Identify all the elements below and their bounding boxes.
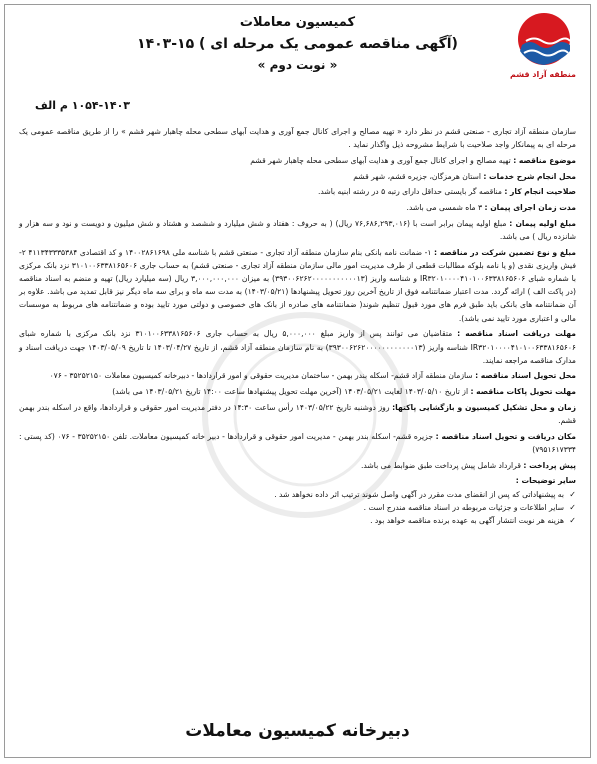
notice-header	[105, 13, 490, 75]
paragraph-initial-amount: مبلغ اولیه پیمان : مبلغ اولیه پیمان برابر است با (۷۶,۶۸۶,۲۹۳,۰۱۶ ریال) ( به حروف : هفتاد و شش میلیارد و ششصد و هشتاد و شش میلیون و دویست و نود و سه هزار و شانزده ریال ) می باشد.	[19, 218, 577, 241]
list-item: ✓ به پیشنهاداتی که پس از انقضای مدت مقرر در آگهی واصل شوند ترتیب اثر داده نخواهد شد .	[19, 488, 576, 501]
paragraph-guarantee: مبلغ و نوع تضمین شرکت در مناقصه : ۱- ضمانت نامه بانکی بنام سازمان منطقه آزاد تجاری - صنعتی قشم با شناسه ملی ۱۴۰۰۲۸۶۱۶۹۸ و کد اقتصادی ۴۱۱۳۴۳۳۳۵۳۸۴ ۲- فیش واریزی نقدی (و یا نامه بلوکه مطالبات قطعی از طرف مدیریت امور مالی سازمان منطقه آزاد تجاری - صنعتی قشم) به حساب جاری ۳۱۰۱۰۰۶۳۳۸۱۶۵۶۰۶ نزد بانک مرکزی با شماره شبای IR۳۲۰۱۰۰۰۰۴۱۰۱۰۰۶۳۳۸۱۶۵۶۰۶ و شناسه واریز (۳۹۳۰۰۶۲۶۲۰۰۰۰۰۰۰۰۰۰۰۱۳) به میزان ۳,۰۰۰,۰۰۰,۰۰۰ ریال (سه میلیارد ریال) تهیه و منضم به اسناد مناقصه (در پاکت الف ) ارائه گردد. مدت اعتبار ضمانتنامه فوق از تاریخ آخرین روز تحویل پیشنهادها (۱۴۰۳/۰۵/۲۱) به مدت سه ماه و برای سه ماه دیگر نیز قابل تمدید می باشد. علاوه بر آن ضمانتنامه های بانکی باید طبق فرم های مورد قبول تنظیم شوند( ضمانتنامه های صادره از بانک های خصوصی و دولتی مورد تایید بوده و ضمانتنامه های مربوط به موسسات مالی و اعتباری مورد تایید نمی باشد).	[19, 247, 577, 323]
checkmark-icon: ✓	[569, 502, 576, 512]
checkmark-icon: ✓	[569, 515, 576, 525]
checkmark-icon: ✓	[569, 489, 576, 499]
header-title: کمیسیون معاملات	[239, 15, 356, 30]
footer-signature: دبیرخانه کمیسیون معاملات	[185, 721, 410, 741]
paragraph-document-delivery: محل تحویل اسناد مناقصه : سازمان منطقه آزاد قشم- اسکله بندر بهمن - ساختمان مدیریت حقوقی و امور قراردادها - دبیرخانه کمیسیون معاملات ۳۵۲۵۲۱۵۰ - ۰۷۶	[49, 371, 576, 381]
paragraph-intro: سازمان منطقه آزاد تجاری - صنعتی قشم در نظر دارد « تهیه مصالح و اجرای کانال جمع آوری و هدایت آبهای سطحی محله چاهبار شهر قشم » را از طریق مناقصه عمومی یک مرحله ای به پیمانکار واجد صلاحیت با شرایط مشروحه ذیل واگذار نماید .	[19, 127, 576, 150]
reference-number: ۱۰۵۴-۱۴۰۳ م الف	[35, 99, 131, 112]
misc-list	[19, 488, 576, 528]
misc-title: سایر توضیحات :	[515, 476, 576, 486]
paragraph-qualification: صلاحیت انجام کار : مناقصه گر بایستی حداقل دارای رتبه ۵ در رشته ابنیه باشد.	[317, 187, 576, 197]
list-item: ✓ سایر اطلاعات و جزئیات مربوطه در اسناد مناقصه مندرج است .	[19, 501, 576, 514]
logo-text: منطقه آزاد قشم	[509, 70, 576, 79]
paragraph-prepayment: پیش پرداخت : قرارداد شامل پیش پرداخت طبق ضوابط می باشد.	[361, 460, 576, 470]
paragraph-receipt-place: مکان دریافت و تحویل اسناد مناقصه : جزیره قشم- اسکله بندر بهمن - مدیریت امور حقوقی و قراردادها - دبیر خانه کمیسیون معاملات. تلفن ۳۵۲۵۲۱۵۰ - ۰۷۶ (کد پستی : ۷۹۵۱۶۱۷۳۳۴)	[19, 431, 576, 454]
organization-logo	[509, 11, 576, 91]
paragraph-subject: موضوع مناقصه : تهیه مصالح و اجرای کانال جمع آوری و هدایت آبهای سطحی محله چاهبار شهر قشم	[250, 155, 576, 165]
paragraph-document-deadline: مهلت دریافت اسناد مناقصه : متقاضیان می توانند پس از واریز مبلغ ۵,۰۰۰,۰۰۰ ریال به حساب جاری ۳۱۰۱۰۰۶۳۳۸۱۶۵۶۰۶ نزد بانک مرکزی با شماره شبای IR۳۲۰۱۰۰۰۰۴۱۰۱۰۰۶۳۳۸۱۶۵۶۰۶ شناسه واریز (۳۹۳۰۰۶۲۶۲۰۰۰۰۰۰۰۰۰۰۰۰۱۳) به نام سازمان منطقه آزاد قشم، از تاریخ ۱۴۰۳/۰۴/۲۷ تا تاریخ ۱۴۰۳/۰۵/۰۹ جهت دریافت اسناد و مدارک مناقصه مراجعه نمایند.	[19, 329, 577, 365]
paragraph-location: محل انجام شرح خدمات : استان هرمزگان، جزیره قشم، شهر قشم	[353, 171, 576, 181]
paragraph-duration: مدت زمان اجرای پیمان : ۳ ماه شمسی می باشد.	[406, 203, 576, 213]
notice-page	[4, 4, 591, 758]
header-subtitle: (آگهی مناقصه عمومی یک مرحله ای ) ۱۵-۱۴۰۳	[137, 36, 458, 52]
paragraph-opening-session: زمان و محل تشکیل کمیسیون و بازگشایی پاکتها: روز دوشنبه تاریخ ۱۴۰۳/۰۵/۲۲ رأس ساعت ۱۴:۳۰ در دفتر مدیریت امور حقوقی و قراردادها، واقع در اسکله بندر بهمن قشم.	[19, 402, 576, 426]
list-item: ✓ هزینه هر نوبت انتشار آگهی به عهده برنده مناقصه خواهد بود .	[19, 514, 576, 527]
logo-icon	[516, 11, 572, 69]
notice-body	[19, 125, 576, 527]
paragraph-envelope-deadline: مهلت تحویل پاکات مناقصه : از تاریخ ۱۴۰۳/۰۵/۱۰ لغایت ۱۴۰۳/۰۵/۲۱ (آخرین مهلت تحویل پیشنهادها ساعت ۱۴:۰۰ تاریخ ۱۴۰۳/۰۵/۲۱ می باشد)	[112, 387, 576, 397]
header-round: « نوبت دوم »	[257, 58, 338, 72]
